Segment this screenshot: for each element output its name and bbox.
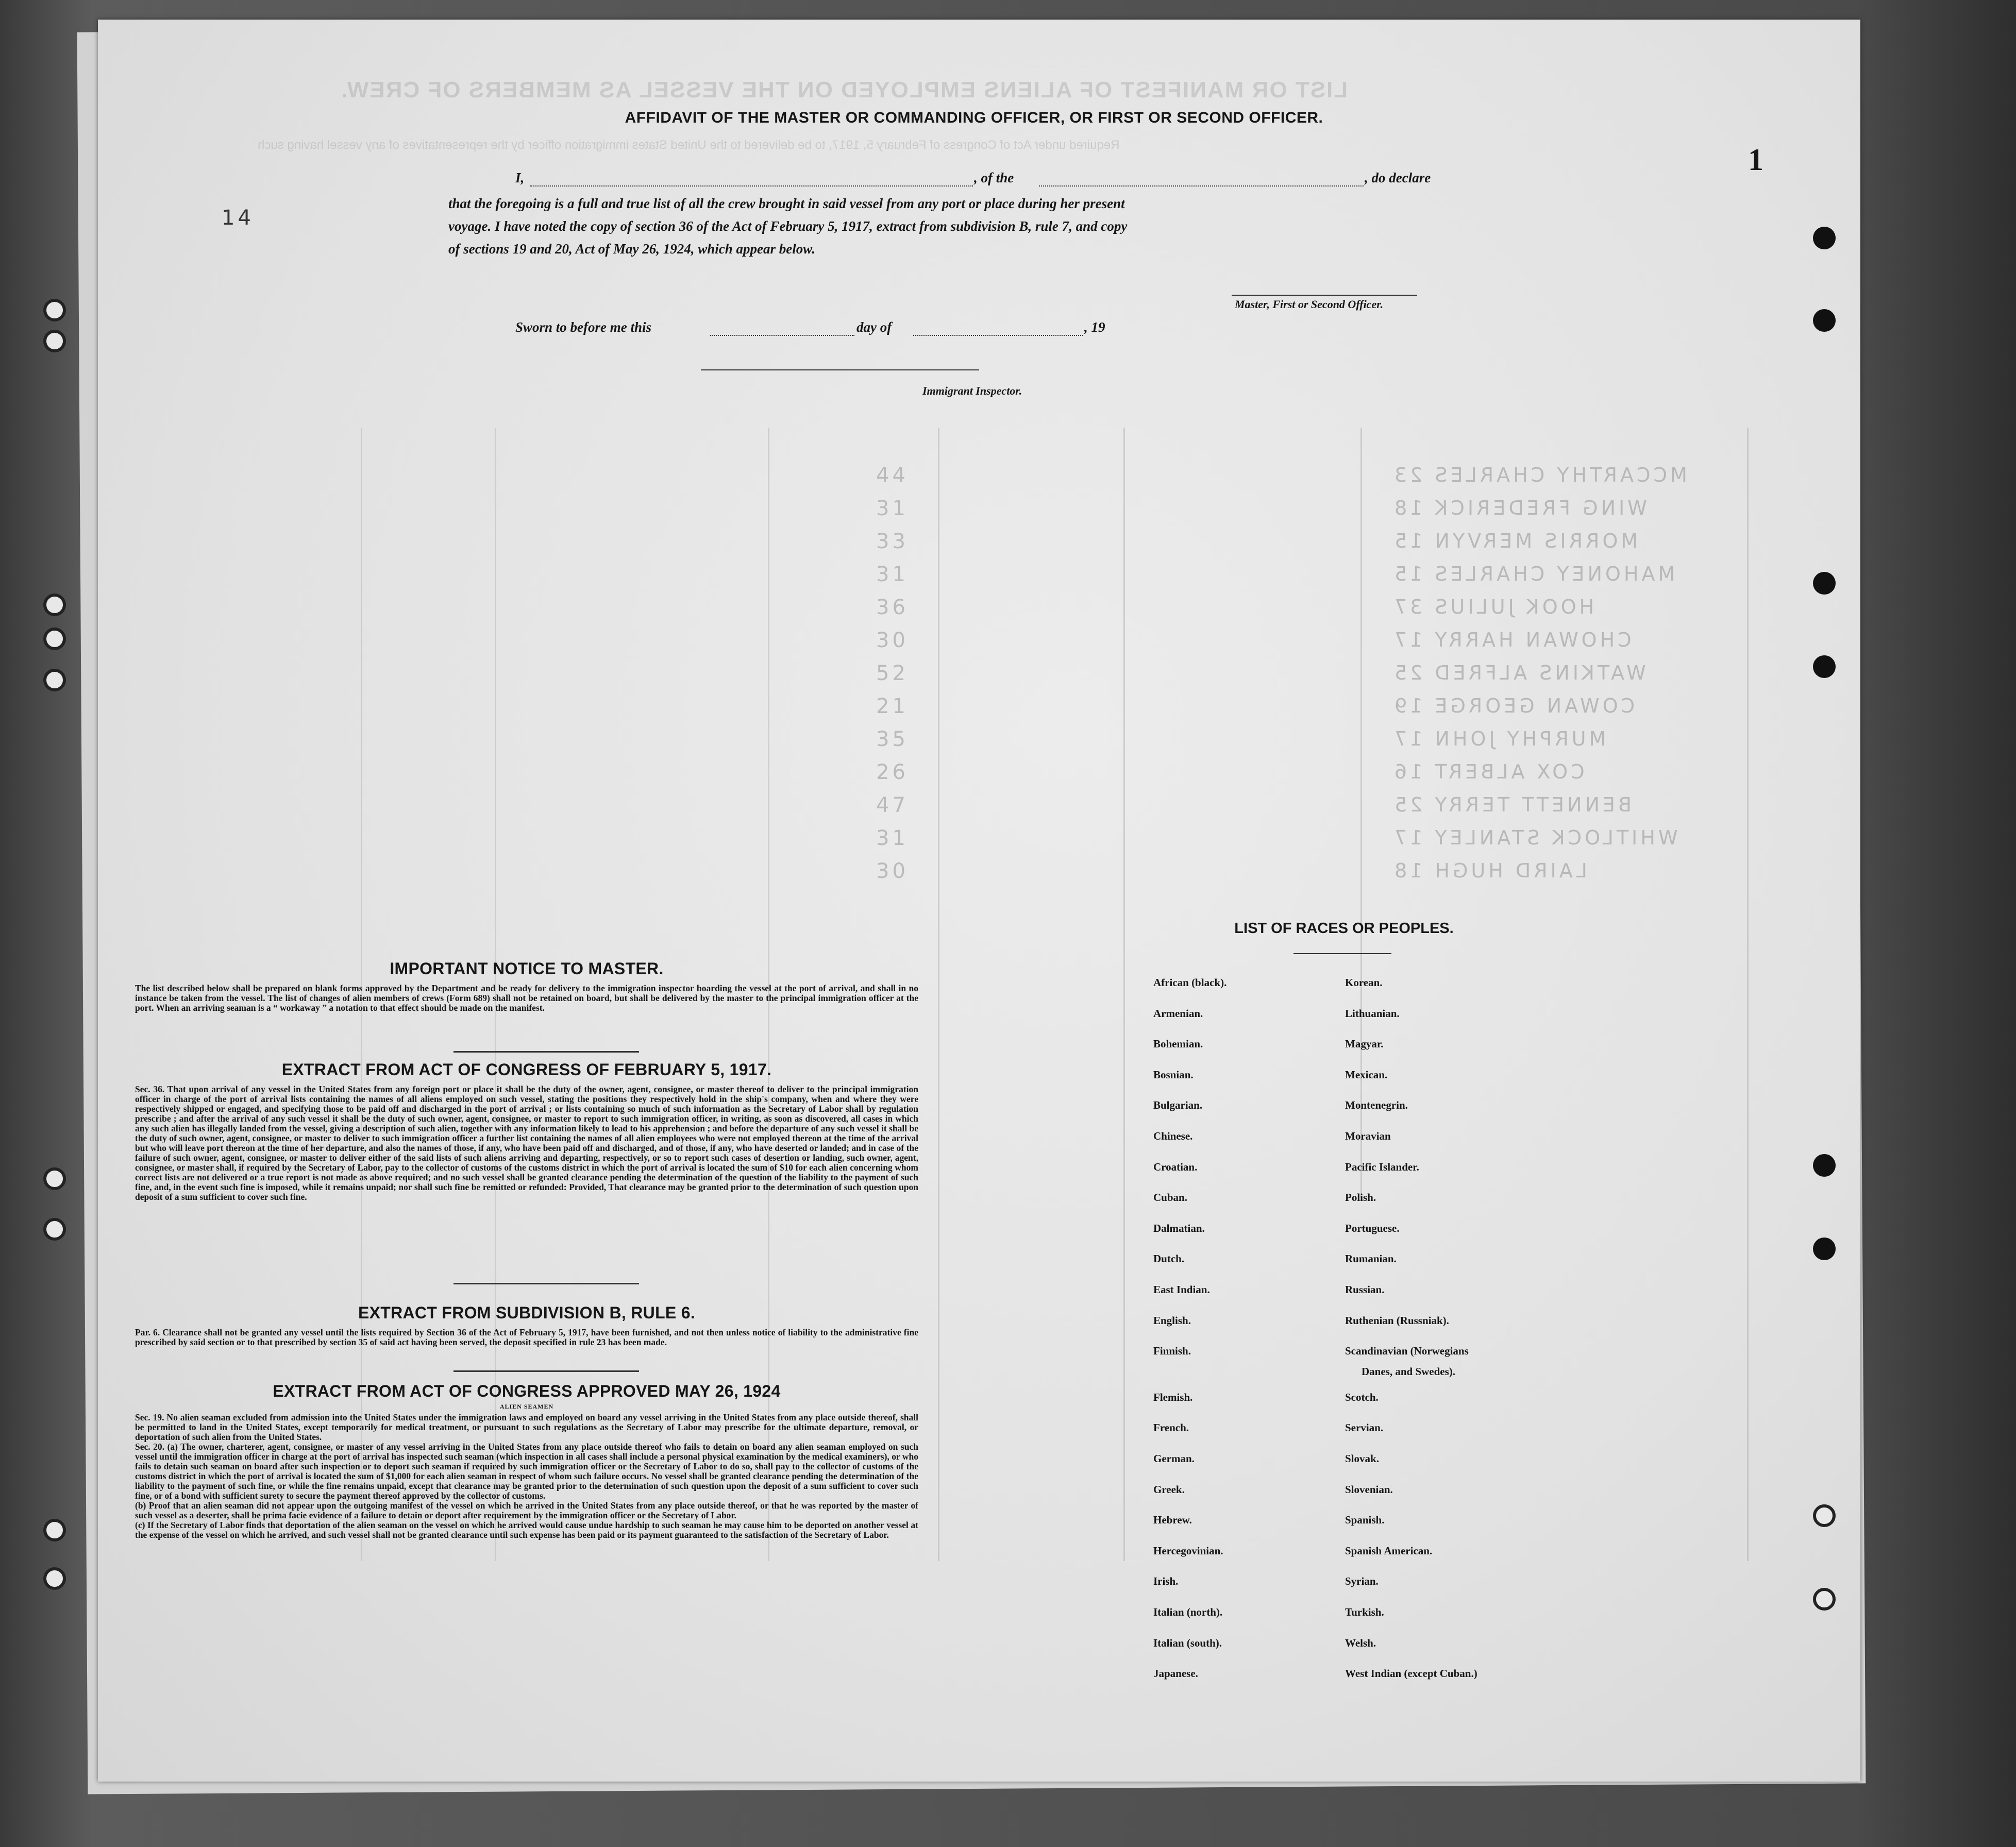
sworn-label: Sworn to before me this — [515, 319, 652, 335]
handwritten-age: 47 — [876, 793, 909, 817]
race-item: Dutch. — [1153, 1252, 1185, 1265]
extract-1917-section — [135, 1060, 918, 1202]
race-item: Spanish American. — [1345, 1544, 1433, 1557]
sworn-day-blank — [710, 334, 854, 336]
race-item: Scandinavian (Norwegians — [1345, 1345, 1469, 1358]
race-item: West Indian (except Cuban.) — [1345, 1667, 1477, 1680]
extract-1924-sec20b: (b) Proof that an alien seaman did not appear upon the outgoing manifest of the vessel on which he arrived in the United States from any place outside thereof, or that he was reported by the master of such vessel as a deserter, shall be prima facie evidence of a failure to detain or deport after requirement by the immigration officer or the Secretary of Labor. — [135, 1500, 918, 1520]
race-item: Finnish. — [1153, 1345, 1191, 1358]
punch-hole — [1813, 655, 1836, 678]
handwritten-age: 36 — [876, 596, 909, 619]
race-item: Syrian. — [1345, 1575, 1379, 1588]
race-item: Italian (south). — [1153, 1636, 1222, 1649]
notice-body: The list described below shall be prepared on blank forms approved by the Department and be ready for delivery to the immigration inspector boarding the vessel at the port of arrival, and shall in no instance be taken from the vessel. The list of changes of alien members of crews (Form 689) shall not be retained on board, but shall be delivered by the master to the principal immigration officer at the port. When an arriving seaman is a “ workaway ” a notation to that effect should be made on the manifest. — [135, 983, 918, 1013]
handwritten-age: 31 — [876, 826, 909, 850]
affidavit-do-declare: , do declare — [1365, 170, 1431, 185]
punch-hole — [43, 669, 66, 691]
race-item: Mexican. — [1345, 1068, 1388, 1081]
race-item: Greek. — [1153, 1483, 1185, 1496]
race-item: Bosnian. — [1153, 1068, 1194, 1081]
race-item: Armenian. — [1153, 1007, 1203, 1020]
race-item: Scotch. — [1345, 1391, 1379, 1403]
handwritten-age: 35 — [876, 727, 909, 751]
race-item: Spanish. — [1345, 1514, 1385, 1527]
notice-section — [135, 959, 918, 1013]
race-item: Korean. — [1345, 976, 1383, 989]
race-item: French. — [1153, 1421, 1189, 1434]
handwritten-age: 31 — [876, 497, 909, 520]
handwritten-name: MURPHY JOHN 17 — [1391, 727, 1606, 750]
extract-1924-sec20c: (c) If the Secretary of Labor finds that deportation of the alien seaman on the vessel on which he arrived would cause undue hardship to such seaman he may cause him to be deported on another vessel at the expense of the vessel on which he arrived, and such vessel shall not be granted clearance until such expense has been paid or its payment guaranteed to the satisfaction of the Secretary of Labor. — [135, 1520, 918, 1540]
race-item: Lithuanian. — [1345, 1007, 1400, 1020]
race-item: English. — [1153, 1314, 1191, 1327]
extract-1924-sec19: Sec. 19. No alien seaman excluded from admission into the United States under the immigration laws and employed on board any vessel arriving in the United States from any place outside thereof, shall be permitted to land in the United States, except temporarily for medical treatment, or pursuant to such regulations as the Secretary of Labor may prescribe for the ultimate departure, removal, or deportation of such alien from the United States. — [135, 1412, 918, 1442]
race-item: Dalmatian. — [1153, 1222, 1205, 1234]
race-item: Cuban. — [1153, 1191, 1187, 1204]
race-item: Polish. — [1345, 1191, 1376, 1204]
affidavit-i-label: I, — [515, 170, 525, 185]
punch-hole — [43, 299, 66, 321]
punch-hole — [1813, 1154, 1836, 1177]
punch-hole — [43, 330, 66, 352]
sworn-month-blank — [913, 334, 1083, 336]
race-item: Slovak. — [1345, 1452, 1379, 1465]
punch-hole — [43, 1519, 66, 1541]
punch-hole — [43, 1218, 66, 1241]
handwritten-name: CHOWAN HARRY 17 — [1391, 629, 1632, 651]
punch-hole — [43, 628, 66, 650]
vessel-blank — [1039, 184, 1364, 187]
punch-hole — [1813, 227, 1836, 249]
race-item: Irish. — [1153, 1575, 1179, 1588]
punch-hole — [43, 1567, 66, 1590]
race-item: Russian. — [1345, 1283, 1385, 1296]
handwritten-name: WING FREDERICK 18 — [1391, 497, 1647, 519]
handwritten-age: 33 — [876, 530, 909, 553]
race-item: Ruthenian (Russniak). — [1345, 1314, 1449, 1327]
race-item: Montenegrin. — [1345, 1099, 1408, 1112]
race-item: Bulgarian. — [1153, 1099, 1203, 1112]
extract-1924-title: EXTRACT FROM ACT OF CONGRESS APPROVED MAY 26, 1924 — [273, 1382, 781, 1400]
race-item: Moravian — [1345, 1130, 1391, 1142]
race-item: Croatian. — [1153, 1160, 1198, 1173]
race-item: Rumanian. — [1345, 1252, 1397, 1265]
handwritten-name: LAIRD HUGH 18 — [1391, 859, 1587, 882]
affidavit-line-2: voyage. I have noted the copy of section 36 of the Act of February 5, 1917, extract from subdivision B, rule 7, and copy — [448, 218, 1128, 234]
handwritten-age: 31 — [876, 563, 909, 586]
race-item: Welsh. — [1345, 1636, 1376, 1649]
handwritten-name: MORRIS MERVYN 15 — [1391, 530, 1638, 552]
extract-1924-subtitle: ALIEN SEAMEN — [499, 1403, 554, 1410]
extract-1917-body: Sec. 36. That upon arrival of any vessel in the United States from any foreign port or place it shall be the duty of the owner, agent, consignee, or master thereof to deliver to the principal immigration officer in charge of the port of arrival lists containing the names of all aliens employed on such vessel, stating the positions they respectively hold in the ship's company, when and where they were respectively shipped or engaged, and specifying those to be paid off and discharged in the port of arrival ; or lists containing so much of such information as the Secretary of Labor shall by regulation prescribe ; and after the arrival of any such vessel it shall be the duty of such owner, agent, consignee, or master to report to such immigration officer, in writing, as soon as discovered, all cases in which any such alien has illegally landed from the vessel, giving a description of such alien, together with any information likely to lead to his apprehension ; and before the departure of any such vessel it shall be the duty of such owner, agent, consignee, or master to deliver to such immigration officer a further list containing the names of all alien employees who were not employed thereon at the time of the arrival but who will leave port thereon at the time of her departure, and also the names of those, if any, who have been paid off and discharged, and of those, if any, who have deserted or landed; and in case of the failure of such owner, agent, consignee, or master to deliver either of the said lists of such aliens arriving and departing, respectively, or so to report such cases of desertion or landing, such owner, agent, consignee, or master shall, if required by the Secretary of Labor, pay to the collector of customs of the customs district in which the port of arrival is located the sum of $10 for each alien concerning whom correct lists are not delivered or a true report is not made as above required; and no such vessel shall be granted clearance pending the determination of the question of the liability to the payment of such fine, and, in the event such fine is imposed, while it remains unpaid; nor shall such fine be remitted or refunded: Provided, That clearance may be granted prior to the determination of such question upon deposit of a sum sufficient to cover such fine. — [135, 1084, 918, 1202]
margin-mark: 1 — [1748, 143, 1763, 177]
notice-title: IMPORTANT NOTICE TO MASTER. — [390, 959, 664, 978]
punch-hole — [43, 594, 66, 616]
punch-hole — [43, 1167, 66, 1190]
handwritten-age: 30 — [876, 859, 909, 883]
races-title: LIST OF RACES OR PEOPLES. — [1234, 920, 1454, 937]
handwritten-age: 21 — [876, 694, 909, 718]
race-item: Pacific Islander. — [1345, 1160, 1419, 1173]
bleed-rule — [1360, 428, 1362, 1200]
divider — [453, 1370, 639, 1372]
affidavit-line-1: that the foregoing is a full and true list of all the crew brought in said vessel from any port or place during her present — [448, 196, 1125, 211]
race-item: Magyar. — [1345, 1038, 1384, 1050]
handwritten-name: MCCARTHY CHARLES 23 — [1391, 464, 1687, 486]
divider — [1293, 953, 1391, 954]
extract-1924-sec20: Sec. 20. (a) The owner, charterer, agent, consignee, or master of any vessel arriving in the United States from any place outside thereof who fails to detain on board any alien seaman employed on such vessel until the immigration officer in charge at the port of arrival has inspected such seaman (which inspection in all cases shall include a personal physical examination by the medical examiners), or who fails to detain such seaman on board after such inspection or to deport such seaman if required by such immigration officer or the Secretary of Labor to do so, shall pay to the collector of customs of the customs district in which the port of arrival is located the sum of $1,000 for each alien seaman in respect of whom such failure occurs. No vessel shall be granted clearance pending the determination of the liability to the payment of such fine, or while the fine remains unpaid, except that clearance may be granted prior to the determination of such question upon the deposit of a sum sufficient to cover such fine, or of a bond with sufficient surety to secure the payment thereof approved by the collector of customs. — [135, 1442, 918, 1501]
handwritten-name: WATKINS ALFRED 25 — [1391, 662, 1646, 684]
handwritten-name: COWAN GEORGE 19 — [1391, 694, 1635, 717]
inspector-signature-line — [701, 368, 979, 370]
race-item: Servian. — [1345, 1421, 1384, 1434]
handwritten-age: 44 — [876, 464, 909, 487]
divider — [453, 1283, 639, 1284]
race-item: Bohemian. — [1153, 1038, 1203, 1050]
affidavit-of-the: , of the — [974, 170, 1014, 185]
race-item: Italian (north). — [1153, 1606, 1223, 1618]
race-item: Hebrew. — [1153, 1514, 1192, 1527]
handwritten-age: 52 — [876, 662, 909, 685]
handwritten-name: WHITLOCK STANLEY 17 — [1391, 826, 1678, 849]
handwritten-name: BENNETT TERRY 25 — [1391, 793, 1632, 816]
race-item: Turkish. — [1345, 1606, 1384, 1618]
bleed-through-subheader: Required under Act of Congress of February 5, 1917, to be delivered to the United States immigration officer by the representatives of any vessel having such — [258, 138, 1120, 152]
race-item: Japanese. — [1153, 1667, 1198, 1680]
sworn-day-of: day of — [856, 319, 892, 335]
divider — [453, 1051, 639, 1053]
race-item: German. — [1153, 1452, 1195, 1465]
affidavit-title: AFFIDAVIT OF THE MASTER OR COMMANDING OFFICER, OR FIRST OR SECOND OFFICER. — [625, 109, 1323, 126]
handwritten-name: MAHONEY CHARLES 15 — [1391, 563, 1675, 585]
master-signature-line — [1232, 294, 1417, 296]
bleed-rule — [1123, 428, 1125, 1561]
punch-hole — [1813, 572, 1836, 595]
race-item: Flemish. — [1153, 1391, 1193, 1403]
inspector-caption: Immigrant Inspector. — [922, 384, 1022, 397]
extract-1924-section — [135, 1382, 918, 1540]
punch-hole — [1813, 1238, 1836, 1260]
subdivision-b-title: EXTRACT FROM SUBDIVISION B, RULE 6. — [358, 1303, 696, 1322]
punch-hole — [1813, 1504, 1836, 1527]
subdivision-b-body: Par. 6. Clearance shall not be granted any vessel until the lists required by Section 36 of the Act of February 5, 1917, have been furnished, and not then unless notice of liability to the administrative fine prescribed by said section or to that prescribed by section 35 of said act having been served, the deposit specified in rule 23 has been made. — [135, 1327, 918, 1347]
name-blank — [530, 184, 973, 187]
handwritten-name: HOOK JULIUS 37 — [1391, 596, 1594, 618]
race-item: Hercegovinian. — [1153, 1544, 1223, 1557]
subdivision-b-section — [135, 1303, 918, 1347]
bleed-rule — [1747, 428, 1749, 1561]
bleed-rule — [938, 428, 939, 1561]
race-item: African (black). — [1153, 976, 1227, 989]
race-item: Chinese. — [1153, 1130, 1193, 1142]
punch-hole — [1813, 1588, 1836, 1611]
handwritten-page-mark: 14 — [222, 206, 254, 230]
race-continuation: Danes, and Swedes). — [1362, 1365, 1456, 1378]
sworn-year: , 19 — [1084, 319, 1105, 335]
handwritten-age: 30 — [876, 629, 909, 652]
punch-hole — [1813, 309, 1836, 332]
race-item: East Indian. — [1153, 1283, 1210, 1296]
bleed-through-header: LIST OR MANIFEST OF ALIENS EMPLOYED ON THE VESSEL AS MEMBERS OF CREW. — [340, 77, 1348, 103]
extract-1917-title: EXTRACT FROM ACT OF CONGRESS OF FEBRUARY 5, 1917. — [281, 1060, 772, 1079]
affidavit-line-3: of sections 19 and 20, Act of May 26, 1924, which appear below. — [448, 241, 815, 257]
handwritten-age: 26 — [876, 760, 909, 784]
race-item: Slovenian. — [1345, 1483, 1393, 1496]
master-caption: Master, First or Second Officer. — [1235, 298, 1384, 311]
handwritten-name: COX ALBERT 16 — [1391, 760, 1585, 783]
race-item: Portuguese. — [1345, 1222, 1400, 1234]
